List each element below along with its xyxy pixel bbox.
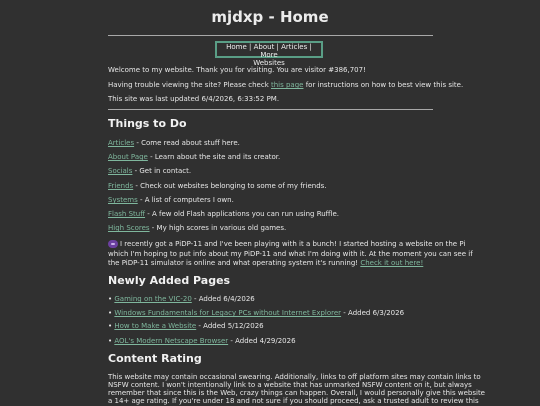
things-item [108,210,436,219]
rating-line-2: NSFW content. I won't intentionally link to a website that has unmarked NSFW content on it, but always [108,381,472,389]
item-desc: - A list of computers I own. [137,196,234,204]
rating-line-3: remember that since this is the Web, crazy things can happen. Overall, I would personally give this website [108,389,485,397]
pidp-line-3 [108,259,436,268]
pidp-line-1: I recently got a PiDP-11 and I've been playing with it a bunch! I started hosting a website on the Pi [120,240,466,248]
item-desc: - Get in contact. [132,167,192,175]
last-updated-text: This site was last updated 6/4/2026, 6:33:52 PM. [108,95,280,103]
flash-stuff-link[interactable]: Flash Stuff [108,210,146,218]
item-desc: - A few old Flash applications you can run using Ruffle. [145,210,339,218]
things-item [108,196,436,205]
bullet: • [108,322,115,330]
added-date: - Added 6/4/2026 [191,295,255,303]
nav-separator: | [307,43,312,51]
item-desc: - Come read about stuff here. [134,139,240,147]
nav-more-label: More [260,51,278,59]
welcome-text: Welcome to my website. Thank you for visiting. You are visitor #386,707! [108,66,366,74]
nav-more-websites-link[interactable] [253,51,285,67]
socials-link[interactable]: Socials [108,167,133,175]
trouble-text-post: for instructions on how to best view this site. [303,81,464,89]
pidp-line-3-text: the PiDP-11 simulator is online and what operating system it's running! [108,259,361,267]
item-desc: - My high scores in various old games. [149,224,287,232]
added-date: - Added 4/29/2026 [228,337,296,345]
list-item [108,322,264,330]
item-desc: - Check out websites belonging to some of my friends. [133,182,327,190]
rating-line-4: a 14+ age rating. If you're under 18 and not sure if you should proceed, ask a trusted adult to review this [108,397,479,405]
this-page-link[interactable]: this page [270,81,304,89]
things-item [108,153,436,162]
high-scores-link[interactable]: High Scores [108,224,150,232]
things-heading: Things to Do [108,117,187,130]
things-item [108,167,436,176]
friends-link[interactable]: Friends [108,182,134,190]
rating-line-1: This website may contain occasional swearing. Additionally, links to off platform sites may contain links to [108,373,481,381]
bullet: • [108,295,115,303]
things-item [108,139,436,148]
list-item [108,337,296,345]
netscape-browser-link[interactable]: AOL's Modern Netscape Browser [114,337,229,345]
nav-home-link[interactable]: Home [226,43,247,51]
site-title: mjdxp - Home [211,8,329,26]
added-date: - Added 5/12/2026 [196,322,264,330]
things-item [108,182,436,191]
nav-separator: | [274,43,282,51]
windows-fundamentals-link[interactable]: Windows Fundamentals for Legacy PCs without Internet Explorer [114,309,342,317]
make-website-link[interactable]: How to Make a Website [114,322,197,330]
check-it-out-link[interactable]: Check it out here! [360,259,424,267]
item-desc: - Learn about the site and its creator. [147,153,281,161]
trouble-text-pre: Having trouble viewing the site? Please check [108,81,271,89]
trouble-text [108,81,464,90]
pidp-announcement [108,240,466,249]
vic20-link[interactable]: Gaming on the VIC-20 [114,295,192,303]
things-item [108,224,436,233]
nav-separator: | [246,43,254,51]
title-divider [108,35,433,36]
list-item [108,309,404,317]
articles-link[interactable]: Articles [108,139,135,147]
about-page-link[interactable]: About Page [108,153,148,161]
new-pages-heading: Newly Added Pages [108,274,231,287]
bullet: • [108,309,115,317]
nav-websites-label: Websites [253,59,285,67]
pidp-line-2: which I'm hoping to put info about my PiDP-11 and what I'm doing with it. At the moment you can see if [108,250,473,258]
intro-divider [108,109,433,110]
systems-link[interactable]: Systems [108,196,138,204]
bullet: • [108,337,115,345]
added-date: - Added 6/3/2026 [341,309,405,317]
nav-about-link[interactable]: About [253,43,275,51]
nav-articles-link[interactable]: Articles [281,43,308,51]
pidp-11-icon [108,240,118,248]
nav-bar [215,41,323,67]
content-rating-heading: Content Rating [108,352,202,365]
list-item [108,295,255,303]
